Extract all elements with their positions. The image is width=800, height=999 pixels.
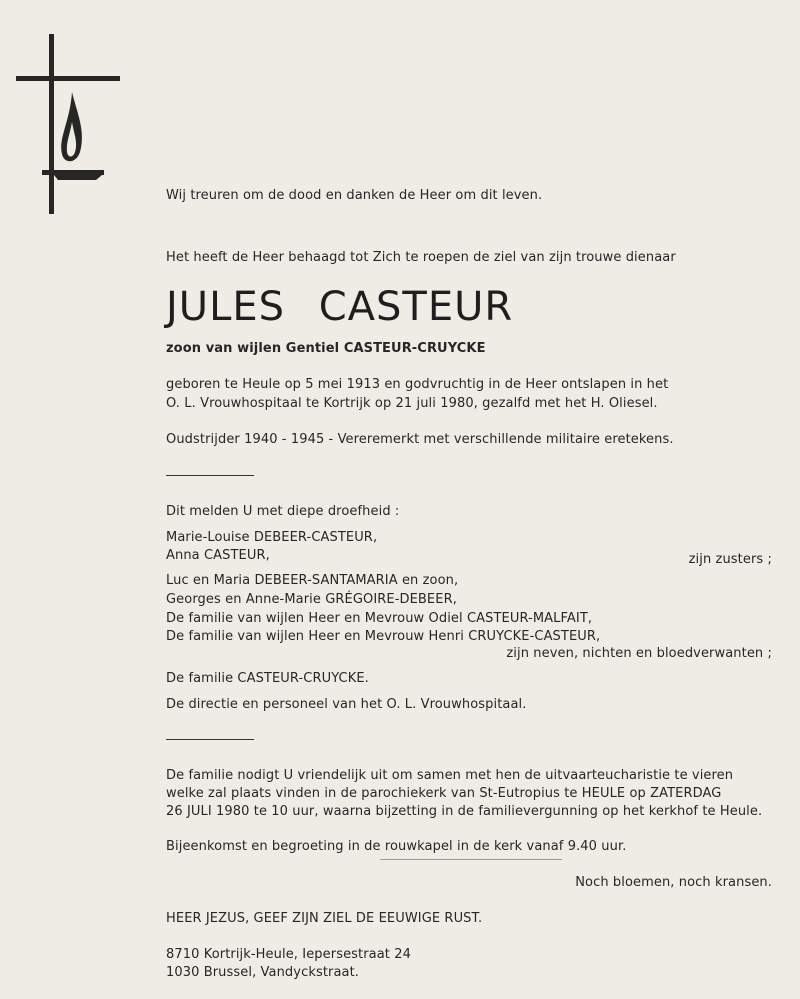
- address-line: 1030 Brussel, Vandyckstraat.: [166, 965, 360, 980]
- parentage: zoon van wijlen Gentiel CASTEUR-CRUYCKE: [166, 341, 486, 356]
- mourner-line: Anna CASTEUR,: [166, 548, 270, 563]
- birth-death-line-2: O. L. Vrouwhospitaal te Kortrijk op 21 juli 1980, gezalfd met het H. Oliesel.: [166, 396, 658, 411]
- no-flowers-line: Noch bloemen, noch kransen.: [575, 875, 772, 890]
- mourners-intro: Dit melden U met diepe droefheid :: [166, 504, 400, 519]
- mourner-line: Marie-Louise DEBEER-CASTEUR,: [166, 530, 378, 545]
- mourner-line: De directie en personeel van het O. L. Vrouwhospitaal.: [166, 697, 527, 712]
- opening-line: Wij treuren om de dood en danken de Heer om dit leven.: [166, 188, 543, 203]
- veteran-line: Oudstrijder 1940 - 1945 - Vereremerkt met verschillende militaire eretekens.: [166, 432, 674, 447]
- birth-death-line-1: geboren te Heule op 5 mei 1913 en godvruchtig in de Heer ontslapen in het: [166, 377, 669, 392]
- cross-with-flame-icon: [14, 30, 124, 220]
- deceased-name: JULES CASTEUR: [166, 284, 514, 330]
- service-line-3: 26 JULI 1980 te 10 uur, waarna bijzetting in de familievergunning op het kerkhof te Heule.: [166, 804, 763, 819]
- prayer-line: HEER JEZUS, GEEF ZIJN ZIEL DE EEUWIGE RUST.: [166, 911, 483, 926]
- calling-line: Het heeft de Heer behaagd tot Zich te roepen de ziel van zijn trouwe dienaar: [166, 250, 676, 265]
- mourner-line: Georges en Anne-Marie GRÉGOIRE-DEBEER,: [166, 592, 457, 607]
- gathering-line: Bijeenkomst en begroeting in de rouwkapel in de kerk vanaf 9.40 uur.: [166, 839, 627, 854]
- divider: [166, 475, 254, 476]
- service-line-2: welke zal plaats vinden in de parochiekerk van St-Eutropius te HEULE op ZATERDAG: [166, 786, 722, 801]
- relation-label: zijn neven, nichten en bloedverwanten ;: [506, 646, 772, 661]
- faint-rule: [380, 859, 562, 860]
- mourner-line: Luc en Maria DEBEER-SANTAMARIA en zoon,: [166, 573, 459, 588]
- divider: [166, 739, 254, 740]
- address-line: 8710 Kortrijk-Heule, Iepersestraat 24: [166, 947, 411, 962]
- mourner-line: De familie van wijlen Heer en Mevrouw Odiel CASTEUR-MALFAIT,: [166, 611, 593, 626]
- relation-label: zijn zusters ;: [688, 552, 772, 567]
- mourner-line: De familie van wijlen Heer en Mevrouw Henri CRUYCKE-CASTEUR,: [166, 629, 601, 644]
- service-line-1: De familie nodigt U vriendelijk uit om samen met hen de uitvaarteucharistie te vieren: [166, 768, 734, 783]
- mourner-line: De familie CASTEUR-CRUYCKE.: [166, 671, 369, 686]
